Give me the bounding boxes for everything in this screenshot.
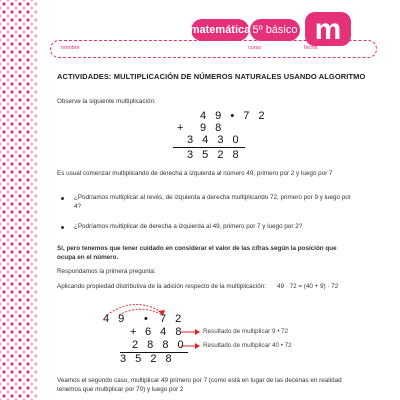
op1-partial-2: 3 4 3 0 <box>187 134 242 146</box>
subject-badge: matemática <box>191 19 249 41</box>
op2-factor-1: 4 9 <box>103 313 128 325</box>
question-1-line-2: 4? <box>74 203 82 210</box>
logo-letter: m <box>314 14 342 44</box>
bullet-1 <box>61 197 64 200</box>
op1-factors: 4 9 • 7 2 <box>200 110 268 122</box>
grade-badge: 5º básico <box>250 19 300 41</box>
op2-result: 3 5 2 8 <box>120 353 175 365</box>
op2-label-2: Resultado de multiplicar 40 • 72 <box>203 342 292 349</box>
paragraph-2-line-1: Si, pero tenemos que tener cuidado en considerar el valor de las cifras según la posición que <box>57 245 337 252</box>
name-field-label: nombre <box>61 45 80 51</box>
paragraph-2-line-2: ocupa en el número. <box>57 254 119 261</box>
question-2: ¿Podríamos multiplicar de derecha a izquierda al 49, primero por 7 y luego por 2? <box>74 223 303 230</box>
paragraph-4-text: Aplicando propiedad distributiva de la adición respecto de la multiplicación: <box>57 283 266 290</box>
op2-factor-2: 7 2 <box>160 313 185 325</box>
student-info-bar <box>50 40 377 58</box>
decorative-dot-strip <box>0 0 40 400</box>
course-field-label: curso <box>248 45 262 51</box>
date-field-label: fecha <box>304 45 318 51</box>
paragraph-1: Es usual comenzar multiplicando de derecha a izquierda al número 49, primero por 2 y luego por 7 <box>57 170 333 177</box>
op2-partial-1: 6 4 8 <box>145 326 185 338</box>
paragraph-5-line-1: Veamos el segundo caso, multiplicar 49 primero por 7 (como está en lugar de las decenas en realidad <box>57 377 342 384</box>
question-1-line-1: ¿Podríamos multiplicar al revés, de izquierda a derecha multiplicando 72, primero por 9 y luego por <box>74 194 351 201</box>
result-arrows-icon <box>180 326 202 352</box>
paragraph-5-line-2: tenemos que multiplicar por 70) y luego por 2 <box>57 386 184 393</box>
op1-result: 3 5 2 8 <box>187 149 242 161</box>
bullet-2 <box>61 226 64 229</box>
activity-title: ACTIVIDADES: MULTIPLICACIÓN DE NÚMEROS NATURALES USANDO ALGORITMO <box>57 72 366 81</box>
intro-text: Observe la siguiente multiplicación: <box>57 98 156 105</box>
op1-sum-line <box>173 147 245 148</box>
op2-plus-sign: + <box>130 326 137 338</box>
paragraph-3: Respondamos la primera pregunta: <box>57 268 156 275</box>
op2-partial-2: 2 8 8 0 <box>132 339 187 351</box>
op2-label-1: Resultado de multiplicar 9 • 72 <box>203 328 289 335</box>
op1-plus-sign: + <box>177 122 184 134</box>
distributive-formula: 49 · 72 = (40 + 9) · 72 <box>277 283 339 290</box>
op1-partial-1: 9 8 <box>200 122 225 134</box>
op2-times-sign: • <box>144 313 148 325</box>
